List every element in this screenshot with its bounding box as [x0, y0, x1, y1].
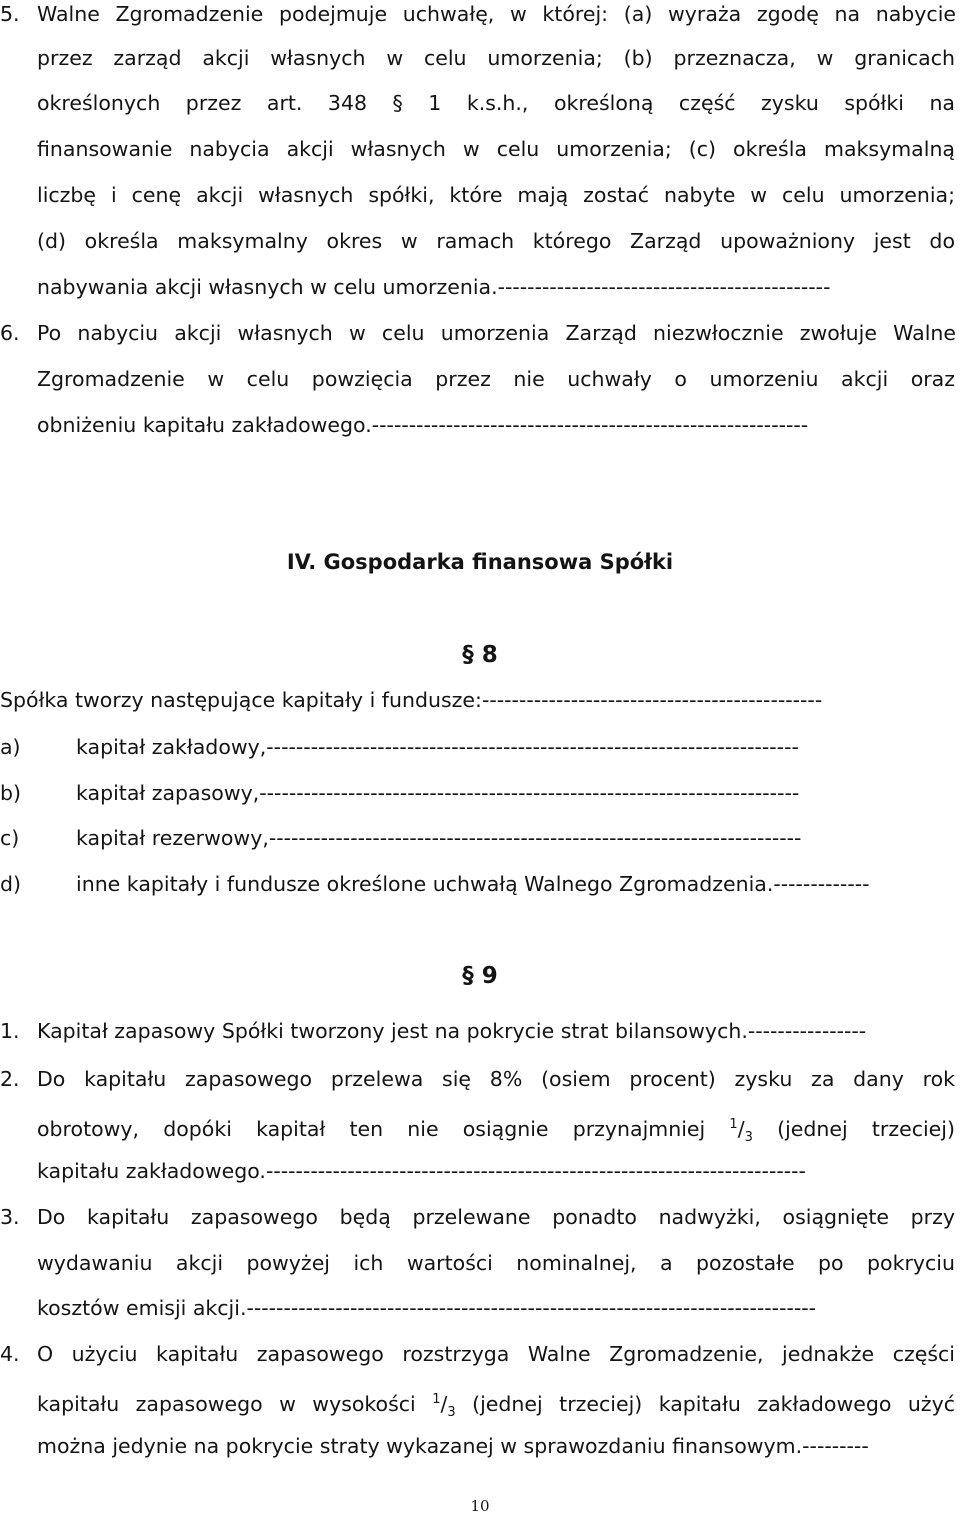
- paragraph-9-sign: § 9: [462, 963, 498, 989]
- item-5-text-2: przez zarząd akcji własnych w celu umorzenia; (b) przeznacza, w granicach: [37, 46, 955, 70]
- paragraph-8-intro: Spółka tworzy następujące kapitały i fundusze:----------------------------------------------: [0, 688, 823, 712]
- item-6-text-3: obniżeniu kapitału zakładowego.-----------------------------------------------------------: [37, 413, 809, 437]
- fraction-numerator: 1: [729, 1117, 738, 1132]
- item-9-4-text-2a: kapitału zapasowego w wysokości: [37, 1391, 416, 1416]
- list-item-text: inne kapitały i fundusze określone uchwałą Walnego Zgromadzenia.-------------: [76, 872, 870, 896]
- item-5-text-4: finansowanie nabycia akcji własnych w celu umorzenia; (c) określa maksymalną: [37, 137, 955, 161]
- list-item-text: kapitał zapasowy,-------------------------------------------------------------------------: [76, 781, 800, 805]
- item-5-text-6: (d) określa maksymalny okres w ramach którego Zarząd upoważniony jest do: [37, 229, 955, 253]
- item-5-line-1: [0, 0, 956, 34]
- item-5-text-7: nabywania akcji własnych w celu umorzenia.---------------------------------------------: [37, 275, 831, 299]
- list-item-letter: d): [0, 872, 22, 896]
- item-9-4-text-2b: (jednej trzeciej) kapitału zakładowego użyć: [472, 1391, 955, 1416]
- item-9-3-text-2: wydawaniu akcji powyżej ich wartości nominalnej, a pozostałe po pokryciu: [37, 1251, 955, 1275]
- item-6-text-1: Po nabyciu akcji własnych w celu umorzenia Zarząd niezwłocznie zwołuje Walne: [37, 321, 956, 345]
- item-9-3-text-3: kosztów emisji akcji.-----------------------------------------------------------------------------: [37, 1296, 817, 1320]
- list-item-letter: b): [0, 781, 22, 805]
- list-item-letter: a): [0, 735, 21, 759]
- item-9-2-text-1: Do kapitału zapasowego przelewa się 8% (osiem procent) zysku za dany rok: [37, 1067, 955, 1091]
- item-6-text-2: Zgromadzenie w celu powzięcia przez nie uchwały o umorzeniu akcji oraz: [37, 367, 955, 391]
- item-6-line-1: [0, 313, 956, 353]
- item-5-text-3: określonych przez art. 348 § 1 k.s.h., określoną część zysku spółki na: [37, 91, 955, 115]
- item-9-2-text-3: kapitału zakładowego.-------------------------------------------------------------------------: [37, 1159, 806, 1183]
- item-number: 5.: [0, 2, 20, 26]
- item-number: 3.: [0, 1205, 20, 1229]
- item-number: 1.: [0, 1019, 20, 1043]
- list-item-text: kapitał zakładowy,------------------------------------------------------------------------: [76, 735, 799, 759]
- item-number: 6.: [0, 321, 20, 345]
- chapter-heading: IV. Gospodarka finansowa Spółki: [286, 550, 674, 574]
- item-9-3-text-1: Do kapitału zapasowego będą przelewane ponadto nadwyżki, osiągnięte przy: [37, 1205, 955, 1229]
- item-9-2-text-2a: obrotowy, dopóki kapitał ten nie osiągnie przynajmniej: [37, 1116, 706, 1141]
- fraction-denominator: 3: [744, 1129, 753, 1145]
- item-5-text-5: liczbę i cenę akcji własnych spółki, które mają zostać nabyte w celu umorzenia;: [37, 183, 955, 207]
- item-9-1-text: Kapitał zapasowy Spółki tworzony jest na pokrycie strat bilansowych.----------------: [37, 1019, 867, 1043]
- list-item-letter: c): [0, 826, 20, 850]
- item-9-4-text-3: można jedynie na pokrycie straty wykazanej w sprawozdaniu finansowym.---------: [37, 1434, 869, 1458]
- paragraph-8-sign: § 8: [462, 642, 498, 668]
- fraction-denominator: 3: [447, 1404, 456, 1420]
- item-number: 4.: [0, 1342, 20, 1366]
- item-5-text-1: Walne Zgromadzenie podejmuje uchwałę, w której: (a) wyraża zgodę na nabycie: [37, 2, 956, 26]
- fraction: $^1/_3$: [432, 1391, 456, 1420]
- item-9-4-text-1: O użyciu kapitału zapasowego rozstrzyga Walne Zgromadzenie, jednakże części: [37, 1342, 955, 1366]
- item-9-2-text-2: [37, 1105, 955, 1145]
- page-number: 10: [470, 1497, 490, 1515]
- fraction-numerator: 1: [432, 1392, 441, 1407]
- fraction: $^1/_3$: [729, 1116, 753, 1145]
- item-9-4-text-2: [37, 1380, 955, 1420]
- list-item-text: kapitał rezerwowy,------------------------------------------------------------------------: [76, 826, 802, 850]
- item-9-2-text-2b: (jednej trzeciej): [777, 1116, 955, 1141]
- item-number: 2.: [0, 1067, 20, 1091]
